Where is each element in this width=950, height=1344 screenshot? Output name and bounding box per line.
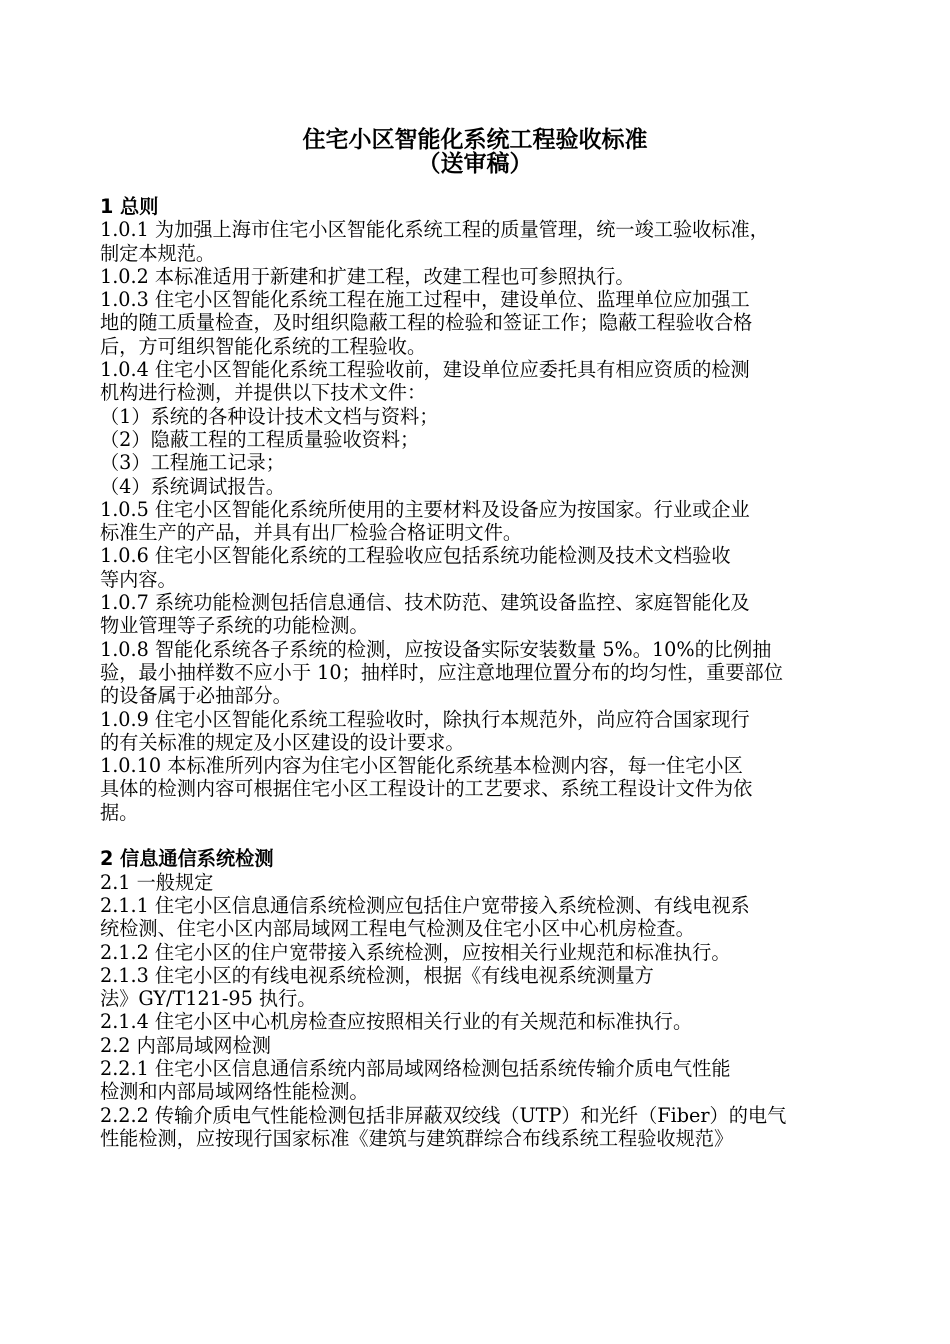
text-line: 1.0.7 系统功能检测包括信息通信、技术防范、建筑设备监控、家庭智能化及 (100, 591, 750, 615)
text-line: 地的随工质量检查，及时组织隐蔽工程的检验和签证工作；隐蔽工程验收合格 (100, 311, 753, 335)
blank-line (100, 824, 860, 847)
text-line: （4）系统调试报告。 (100, 474, 285, 498)
text-line: 1.0.3 住宅小区智能化系统工程在施工过程中，建设单位、监理单位应加强工 (100, 288, 750, 312)
text-line: 机构进行检测，并提供以下技术文件： (100, 381, 427, 405)
text-line: （2）隐蔽工程的工程质量验收资料； (100, 427, 420, 451)
text-line: 2.1 一般规定 (100, 870, 214, 894)
text-line: 物业管理等子系统的功能检测。 (100, 614, 369, 638)
text-line: 的有关标准的规定及小区建设的设计要求。 (100, 730, 465, 754)
text-line: 2.2.1 住宅小区信息通信系统内部局域网络检测包括系统传输介质电气性能 (100, 1056, 731, 1080)
text-line: 统检测、住宅小区内部局域网工程电气检测及住宅小区中心机房检查。 (100, 917, 695, 941)
text-line: 据。 (100, 800, 139, 824)
text-line: 2.1.3 住宅小区的有线电视系统检测，根据《有线电视系统测量方 (100, 963, 654, 987)
text-line: 性能检测，应按现行国家标准《建筑与建筑群综合布线系统工程验收规范》 (100, 1126, 734, 1150)
text-line: 验，最小抽样数不应小于 10；抽样时，应注意地理位置分布的均匀性，重要部位 (100, 660, 783, 684)
text-line: 2.1.2 住宅小区的住户宽带接入系统检测，应按相关行业规范和标准执行。 (100, 940, 731, 964)
document-title: 住宅小区智能化系统工程验收标准 (302, 127, 648, 153)
document-subtitle: （送审稿） (417, 151, 533, 177)
text-line: 1.0.5 住宅小区智能化系统所使用的主要材料及设备应为按国家。行业或企业 (100, 497, 750, 521)
text-line: 标准生产的产品，并具有出厂检验合格证明文件。 (100, 521, 523, 545)
text-line: 1.0.9 住宅小区智能化系统工程验收时，除执行本规范外，尚应符合国家现行 (100, 707, 750, 731)
text-line: 1.0.10 本标准所列内容为住宅小区智能化系统基本检测内容，每一住宅小区 (100, 754, 743, 778)
text-line: 后，方可组织智能化系统的工程验收。 (100, 334, 427, 358)
text-line: （1）系统的各种设计技术文档与资料； (100, 404, 439, 428)
text-line: 2.1.4 住宅小区中心机房检查应按照相关行业的有关规范和标准执行。 (100, 1010, 693, 1034)
document-body (100, 195, 860, 1150)
text-line: 2.2 内部局域网检测 (100, 1033, 271, 1057)
section-heading: 2 信息通信系统检测 (100, 847, 274, 871)
text-line: 检测和内部局域网络性能检测。 (100, 1080, 369, 1104)
text-line: 1.0.8 智能化系统各子系统的检测，应按设备实际安装数量 5%。10%的比例抽 (100, 637, 772, 661)
section-heading: 1 总则 (100, 195, 159, 218)
text-line: 2.2.2 传输介质电气性能检测包括非屏蔽双绞线（UTP）和光纤（Fiber）的电气 (100, 1103, 787, 1127)
text-line: 法》GY/T121-95 执行。 (100, 987, 317, 1011)
text-line: 的设备属于必抽部分。 (100, 684, 292, 708)
text-line: 1.0.2 本标准适用于新建和扩建工程，改建工程也可参照执行。 (100, 264, 635, 288)
text-line: （3）工程施工记录； (100, 451, 285, 475)
text-line: 具体的检测内容可根据住宅小区工程设计的工艺要求、系统工程设计文件为依 (100, 777, 753, 801)
text-line: 1.0.4 住宅小区智能化系统工程验收前，建设单位应委托具有相应资质的检测 (100, 358, 750, 382)
text-line: 1.0.6 住宅小区智能化系统的工程验收应包括系统功能检测及技术文档验收 (100, 544, 731, 568)
text-line: 等内容。 (100, 567, 177, 591)
text-line: 2.1.1 住宅小区信息通信系统检测应包括住户宽带接入系统检测、有线电视系 (100, 893, 750, 917)
text-line: 制定本规范。 (100, 241, 216, 265)
text-line: 1.0.1 为加强上海市住宅小区智能化系统工程的质量管理，统一竣工验收标准， (100, 218, 769, 242)
